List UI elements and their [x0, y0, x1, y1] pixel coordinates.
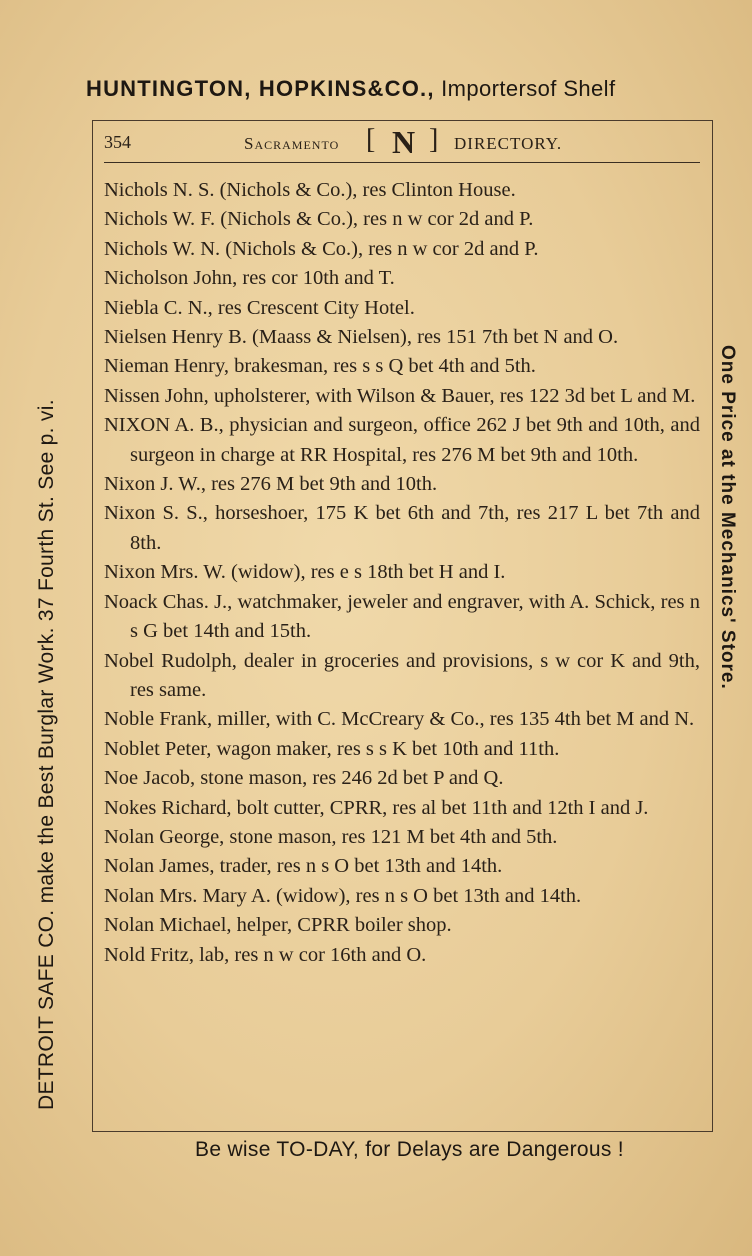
directory-entry: Nolan Mrs. Mary A. (widow), res n s O bet 13th and 14th. [104, 884, 582, 907]
directory-entry: Nobel Rudolph, dealer in groceries and provisions, s w cor K and 9th, res same. [104, 649, 700, 701]
page-header [104, 124, 700, 163]
directory-entry: Noack Chas. J., watchmaker, jeweler and engraver, with A. Schick, res n s G bet 14th and 15th. [104, 590, 700, 643]
left-margin-advertisement: DETROIT SAFE CO. make the Best Burglar Work. 37 Fourth St. See p. vi. [35, 399, 58, 1110]
directory-entry: Nichols N. S. (Nichols & Co.), res Clinton House. [104, 179, 516, 201]
city-name: Sacramento [244, 134, 340, 153]
firm-tagline: Importersof Shelf [441, 76, 616, 101]
directory-entry: Noblet Peter, wagon maker, res s s K bet 10th and 11th. [104, 737, 560, 760]
directory-entry: Nixon J. W., res 276 M bet 9th and 10th. [104, 473, 438, 496]
directory-label: DIRECTORY. [454, 134, 563, 153]
directory-entry: Nolan George, stone mason, res 121 M bet 4th and 5th. [104, 825, 558, 848]
directory-entry: Nolan James, trader, res n s O bet 13th and 14th. [104, 855, 503, 878]
directory-entry: Nixon Mrs. W. (widow), res e s 18th bet H and I. [104, 561, 506, 584]
directory-entry: Nieman Henry, brakesman, res s s Q bet 4th and 5th. [104, 355, 536, 378]
directory-entry: Nolan Michael, helper, CPRR boiler shop. [104, 914, 452, 937]
directory-entry: Noble Frank, miller, with C. McCreary & Co., res 135 4th bet M and N. [104, 708, 695, 731]
directory-entry: Niebla C. N., res Crescent City Hotel. [104, 296, 415, 319]
right-margin-advertisement: One Price at the Mechanics' Store. [717, 345, 738, 690]
footer-advertisement: Be wise TO-DAY, for Delays are Dangerous ! [195, 1138, 624, 1161]
page-top-advertisement [86, 76, 726, 102]
section-letter: N [392, 124, 416, 160]
directory-entry: Nielsen Henry B. (Maass & Nielsen), res 151 7th bet N and O. [104, 326, 619, 349]
directory-entries [104, 176, 700, 970]
bracket-close: ] [429, 124, 439, 155]
directory-entry: Nicholson John, res cor 10th and T. [104, 267, 395, 290]
directory-entry: Nold Fritz, lab, res n w cor 16th and O. [104, 943, 427, 966]
directory-entry: NIXON A. B., physician and surgeon, office 262 J bet 9th and 10th, and surgeon in charge at RR Hospital, res 276 M bet 9th and 10th. [104, 414, 700, 466]
directory-entry: Nichols W. N. (Nichols & Co.), res n w cor 2d and P. [104, 237, 539, 260]
directory-entry: Nichols W. F. (Nichols & Co.), res n w cor 2d and P. [104, 208, 534, 231]
directory-entry: Nixon S. S., horseshoer, 175 K bet 6th and 7th, res 217 L bet 7th and 8th. [104, 502, 700, 554]
bracket-open: [ [366, 124, 376, 155]
directory-entry: Noe Jacob, stone mason, res 246 2d bet P and Q. [104, 767, 504, 790]
page-number: 354 [104, 132, 131, 152]
directory-entry: Nissen John, upholsterer, with Wilson & Bauer, res 122 3d bet L and M. [104, 384, 696, 407]
directory-entry: Nokes Richard, bolt cutter, CPRR, res al bet 11th and 12th I and J. [104, 796, 649, 819]
firm-name: HUNTINGTON, HOPKINS&CO., [86, 76, 435, 101]
